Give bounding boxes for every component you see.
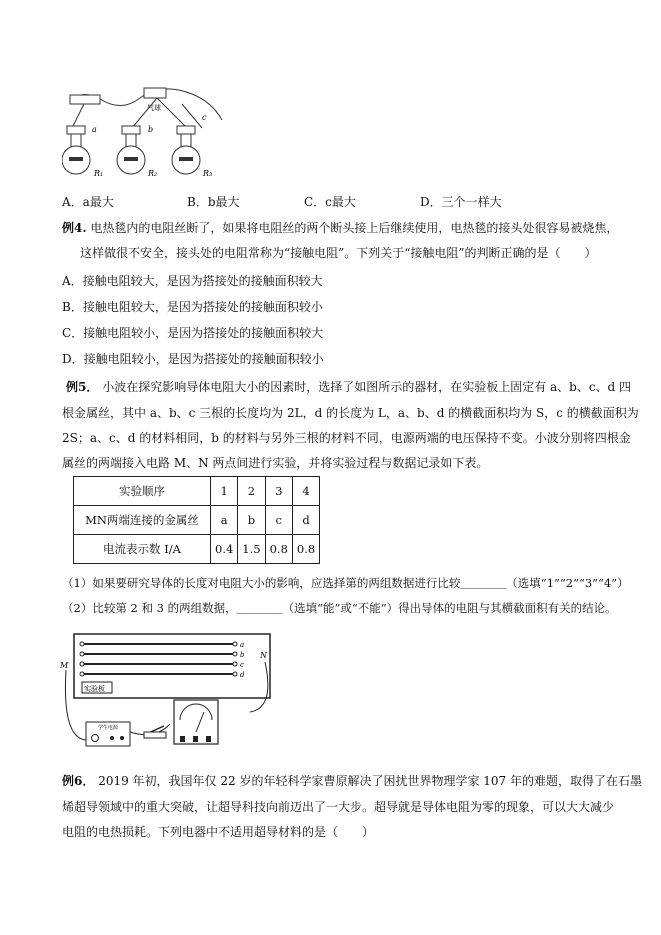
table-cell: a (211, 506, 238, 535)
q3-option-c: C．c最大 (304, 195, 356, 209)
ex5-text1: 小波在探究影响导体电阻大小的因素时，选择了如图所示的器材，在实验板上固定有 a、b、c、d 四 (102, 380, 632, 394)
ex5-q2: （2）比较第 2 和 3 的两组数据，＿＿＿＿（选填“能”或“不能”）得出导体的电阻与其横截面积有关的结论。 (62, 601, 617, 615)
q3-option-a: A．a最大 (62, 195, 114, 209)
ex4-line2: 这样做很不安全，接头处的电阻常称为“接触电阻”。下列关于“接触电阻”的判断正确的是（ ） (80, 246, 597, 260)
ex4-option-b: B．接触电阻较大，是因为搭接处的接触面积较小 (62, 300, 323, 314)
point-n-label: N (260, 651, 267, 660)
ex5-line2: 根金属丝，其中 a、b、c 三根的长度均为 2L，d 的长度为 L，a、b、d 的横截面积均为 S，c 的横截面积为 (62, 406, 639, 420)
board-label: 实验板 (84, 685, 105, 693)
ex6-line2: 烯超导领域中的重大突破，让超导科技向前迈出了一大步。超导就是导体电阻为零的现象，可以大大减少 (62, 800, 615, 814)
psu-label: 学生电源 (98, 725, 119, 731)
table-header-cell: 实验顺序 (74, 477, 211, 506)
q3-option-d: D．三个一样大 (420, 195, 502, 209)
table-cell: 1.5 (238, 535, 265, 564)
ex5-line1 (66, 378, 631, 395)
ex4-text1: 电热毯内的电阻丝断了，如果将电阻丝的两个断头接上后继续使用，电热毯的接头处很容易被烧焦， (90, 221, 619, 235)
table-cell: 3 (265, 477, 292, 506)
table-cell: 4 (292, 477, 319, 506)
table-row (74, 506, 320, 535)
table-cell: c (265, 506, 292, 535)
ex5-line3: 2S；a、c、d 的材料相同，b 的材料与另外三根的材料不同，电源两端的电压保持不变。小波分别将四根金 (62, 431, 631, 445)
table-cell: 1 (211, 477, 238, 506)
table-cell: 2 (238, 477, 265, 506)
table-cell: 0.4 (211, 535, 238, 564)
q3-option-b: B．b最大 (187, 195, 240, 209)
label-r3: R₃ (203, 169, 213, 178)
ex5-label: 例5． (66, 380, 99, 394)
table-row (74, 477, 320, 506)
table-cell: b (238, 506, 265, 535)
label-r1: R₁ (94, 169, 104, 178)
ex5-q1: （1）如果要研究导体的长度对电阻大小的影响，应选择第的两组数据进行比较＿＿＿＿（选填“1”“2”“3”“4”） (62, 576, 629, 590)
wire-a-label: a (240, 641, 245, 649)
table-row (74, 535, 320, 564)
wire-c-label: c (240, 661, 244, 669)
wire-d-label: d (240, 671, 245, 679)
label-b: b (148, 125, 154, 134)
table-cell: 0.8 (292, 535, 319, 564)
ex4-option-c: C．接触电阻较小，是因为搭接处的接触面积较大 (62, 326, 324, 340)
point-m-label: M (60, 661, 69, 670)
flasks-figure (62, 80, 232, 182)
table-header-cell: MN两端连接的金属丝 (74, 506, 211, 535)
table-cell: d (292, 506, 319, 535)
label-r2: R₂ (148, 169, 158, 178)
data-table (73, 476, 320, 564)
wire-b-label: b (240, 651, 245, 659)
ex6-label: 例6． (62, 774, 95, 788)
ex4-option-d: D．接触电阻较小，是因为搭接处的接触面积较小 (62, 352, 324, 366)
circuit-figure (60, 628, 280, 752)
ex4-label: 例4. (62, 221, 87, 235)
label-top: 气球 (147, 104, 161, 112)
table-cell: 0.8 (265, 535, 292, 564)
label-c: c (202, 113, 207, 122)
ex6-text1: 2019 年初，我国年仅 22 岁的年轻科学家曹原解决了困扰世界物理学家 107 年的难题，取得了在石墨 (98, 774, 642, 788)
label-a: a (92, 125, 97, 134)
ex6-line3: 电阻的电热损耗。下列电器中不适用超导材料的是（ ） (62, 825, 375, 839)
table-header-cell: 电流表示数 I/A (74, 535, 211, 564)
ex5-line4: 属丝的两端接入电路 M、N 两点间进行实验，并将实验过程与数据记录如下表。 (62, 456, 489, 470)
ex4-line1 (62, 219, 618, 236)
ex4-option-a: A．接触电阻较大，是因为搭接处的接触面积较大 (62, 274, 323, 288)
ex6-line1 (62, 772, 642, 789)
